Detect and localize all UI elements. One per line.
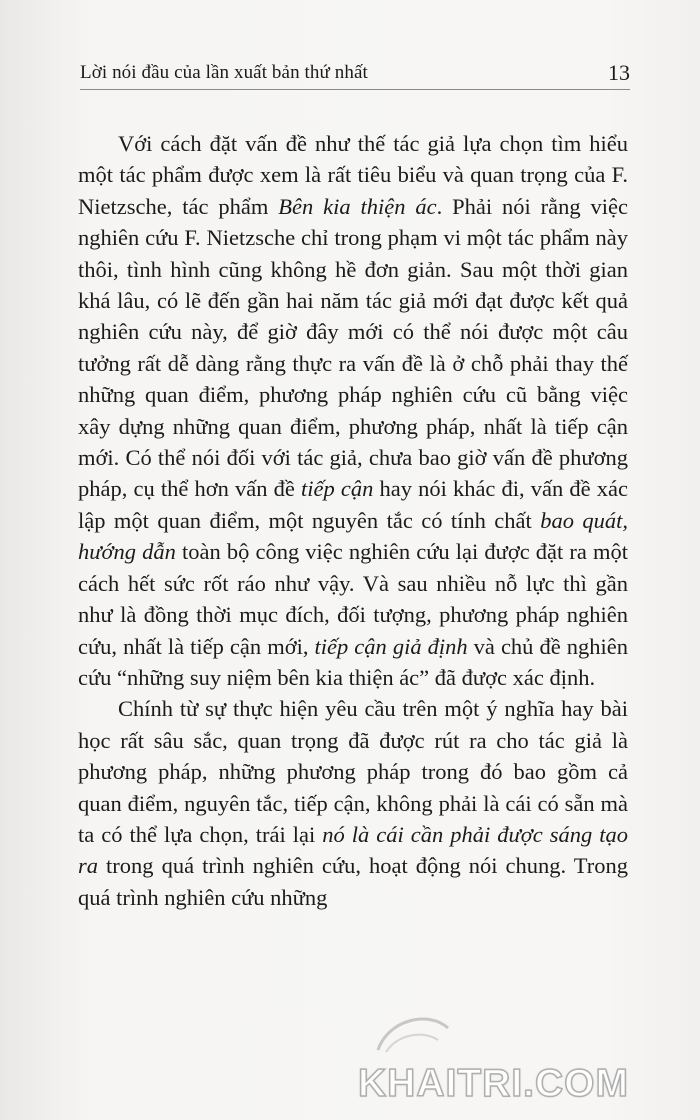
italic-phrase: nó là cái cần phải được sáng tạo ra	[78, 821, 628, 879]
paragraph	[78, 693, 628, 913]
body-text	[78, 128, 628, 913]
watermark	[358, 1062, 688, 1112]
watermark-text: KHAITRI.COM	[358, 1062, 629, 1105]
text-run: Chính từ sự thực hiện yêu cầu trên một ý nghĩa hay bài học rất sâu sắc, quan trọng đã được rút ra cho tác giả là phương pháp, những phương pháp trong đó bao gồm cả quan điểm, nguyên tắc, tiếp cận, không phải là cái có sẵn mà ta có thể lựa chọn, trái lại	[78, 696, 628, 847]
header-divider	[80, 89, 630, 90]
page-number: 13	[608, 60, 630, 85]
paragraph	[78, 128, 628, 693]
text-run: hay nói khác đi, vấn đề xác lập một quan điểm, một nguyên tắc có tính chất	[78, 476, 628, 533]
watermark-emblem	[368, 1000, 458, 1062]
text-run: trong quá trình nghiên cứu, hoạt động nói chung. Trong quá trình nghiên cứu những	[78, 853, 628, 910]
italic-phrase: Bên kia thiện ác	[278, 193, 437, 219]
italic-phrase: bao quát, hướng dẫn	[78, 507, 628, 565]
italic-phrase: tiếp cận giả định	[314, 633, 468, 659]
text-run: và chủ đề nghiên cứu “những suy niệm bên kia thiện ác” đã được xác định.	[78, 633, 628, 690]
chapter-title: Lời nói đầu của lần xuất bản thứ nhất	[80, 62, 368, 83]
running-header	[80, 58, 630, 92]
text-run: toàn bộ công việc nghiên cứu lại được đặt ra một cách hết sức rốt ráo như vậy. Và sau nhiều nỗ lực thì gần như là đồng thời mục đích, đối tượng, phương pháp nghiên cứu, nhất là tiếp cận mới,	[78, 539, 628, 659]
text-run: Với cách đặt vấn đề như thế tác giả lựa chọn tìm hiểu một tác phẩm được xem là rất tiêu biểu và quan trọng của F. Nietzsche, tác phẩm	[78, 131, 628, 219]
text-run: . Phải nói rằng việc nghiên cứu F. Nietzsche chỉ trong phạm vi một tác phẩm này thôi, tình hình cũng không hề đơn giản. Sau một thời gian khá lâu, có lẽ đến gần hai năm tác giả mới đạt được kết quả nghiên cứu này, để giờ đây mới có thể nói được một câu tưởng rất dễ dàng rằng thực ra vấn đề là ở chỗ phải thay thế những quan điểm, phương pháp nghiên cứu cũ bằng việc xây dựng những quan điểm, phương pháp, nhất là tiếp cận mới. Có thể nói đối với tác giả, chưa bao giờ vấn đề phương pháp, cụ thể hơn vấn đề	[78, 193, 628, 502]
italic-phrase: tiếp cận	[300, 476, 374, 502]
